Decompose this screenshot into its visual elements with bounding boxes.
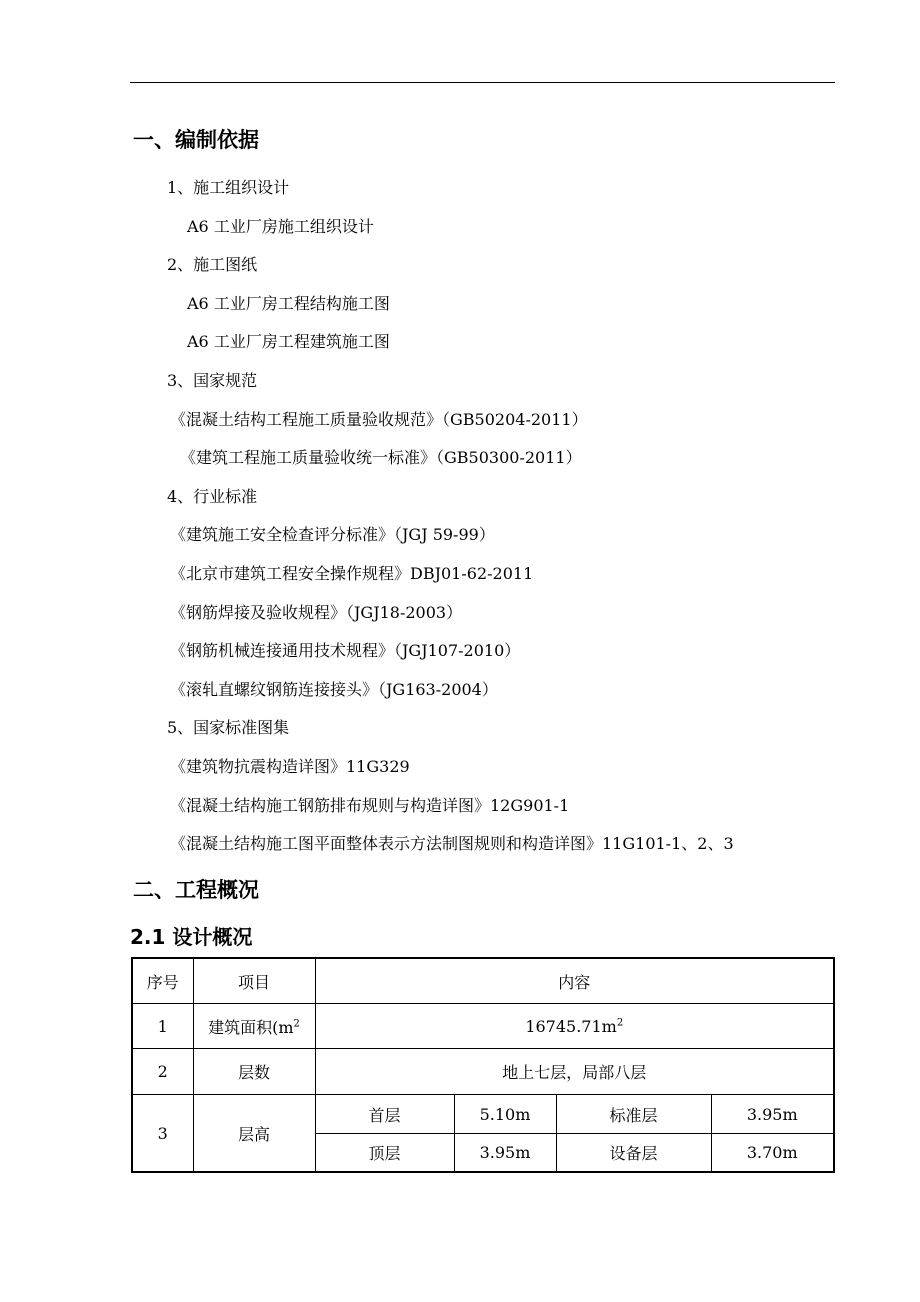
section-title-overview: 二、工程概况 bbox=[133, 878, 259, 902]
floor-height: 3.95m bbox=[711, 1095, 834, 1134]
floor-label: 顶层 bbox=[315, 1134, 454, 1173]
area-value: 16745.71m bbox=[525, 1016, 617, 1036]
basis-heading: 1、施工组织设计 bbox=[167, 178, 290, 197]
table-row bbox=[132, 1095, 834, 1134]
table-row bbox=[132, 1049, 834, 1095]
row-no: 1 bbox=[132, 1004, 193, 1049]
row-no: 3 bbox=[132, 1095, 193, 1173]
floor-height: 3.70m bbox=[711, 1134, 834, 1173]
area-value-sup: 2 bbox=[616, 1017, 624, 1029]
design-overview-table bbox=[131, 957, 835, 1173]
floor-height: 5.10m bbox=[454, 1095, 556, 1134]
row-value bbox=[315, 1004, 834, 1049]
basis-reference: 《钢筋机械连接通用技术规程》（JGJ107-2010） bbox=[170, 641, 521, 660]
basis-reference: 《混凝土结构施工钢筋排布规则与构造详图》12G901-1 bbox=[170, 796, 570, 815]
floor-height: 3.95m bbox=[454, 1134, 556, 1173]
row-no: 2 bbox=[132, 1049, 193, 1095]
header-item: 项目 bbox=[193, 958, 315, 1004]
basis-heading: 3、国家规范 bbox=[167, 371, 258, 390]
table-header-row bbox=[132, 958, 834, 1004]
basis-reference: 《建筑工程施工质量验收统一标准》（GB50300-2011） bbox=[180, 448, 582, 467]
basis-reference: 《混凝土结构施工图平面整体表示方法制图规则和构造详图》11G101-1、2、3 bbox=[170, 834, 734, 853]
basis-reference: 《建筑物抗震构造详图》11G329 bbox=[170, 757, 410, 776]
basis-reference: 《钢筋焊接及验收规程》（JGJ18-2003） bbox=[170, 603, 463, 622]
floor-label: 设备层 bbox=[556, 1134, 711, 1173]
floor-label: 标准层 bbox=[556, 1095, 711, 1134]
area-label: 建筑面积(m bbox=[208, 1017, 294, 1037]
basis-reference: 《建筑施工安全检查评分标准》（JGJ 59-99） bbox=[170, 525, 495, 544]
basis-entry: A6 工业厂房施工组织设计 bbox=[187, 217, 374, 236]
row-item bbox=[193, 1004, 315, 1049]
header-no: 序号 bbox=[132, 958, 193, 1004]
basis-heading: 4、行业标准 bbox=[167, 487, 258, 506]
area-label-sup: 2 bbox=[293, 1018, 300, 1030]
subsection-title-design: 2.1 设计概况 bbox=[130, 925, 253, 949]
section-title-basis: 一、编制依据 bbox=[133, 128, 259, 152]
basis-reference: 《北京市建筑工程安全操作规程》DBJ01-62-2011 bbox=[170, 564, 534, 583]
basis-reference: 《滚轧直螺纹钢筋连接接头》（JG163-2004） bbox=[170, 680, 498, 699]
floor-label: 首层 bbox=[315, 1095, 454, 1134]
table-row bbox=[132, 1004, 834, 1049]
row-value: 地上七层，局部八层 bbox=[315, 1049, 834, 1095]
row-item: 层高 bbox=[193, 1095, 315, 1173]
basis-reference: 《混凝土结构工程施工质量验收规范》（GB50204-2011） bbox=[170, 410, 588, 429]
basis-entry: A6 工业厂房工程建筑施工图 bbox=[187, 332, 390, 351]
header-content: 内容 bbox=[315, 958, 834, 1004]
basis-entry: A6 工业厂房工程结构施工图 bbox=[187, 294, 390, 313]
row-item: 层数 bbox=[193, 1049, 315, 1095]
basis-heading: 2、施工图纸 bbox=[167, 255, 258, 274]
basis-heading: 5、国家标准图集 bbox=[167, 718, 290, 737]
header-rule bbox=[130, 82, 835, 83]
